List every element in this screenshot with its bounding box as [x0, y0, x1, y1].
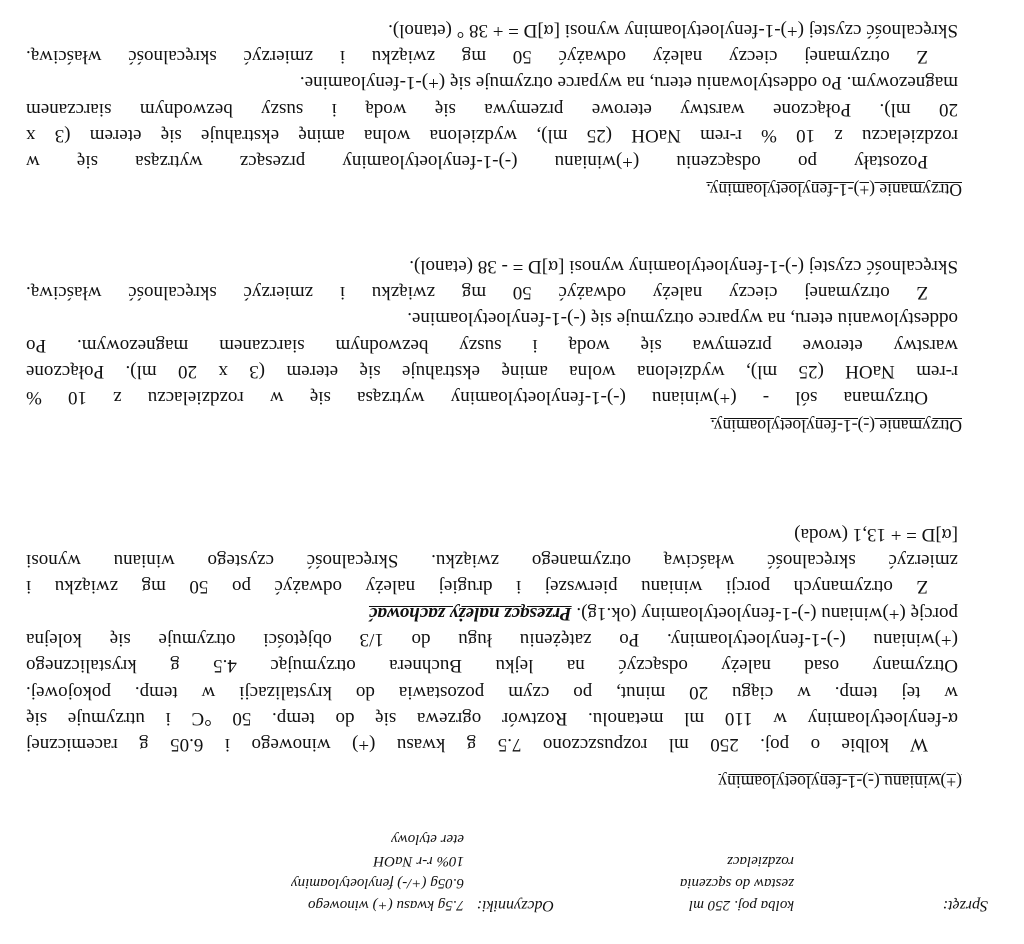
section3-title: Otrzymanie (+)-1-fenyloetyloaminy. [706, 180, 962, 200]
text-line: magnezowym. Po oddestylowaniu eteru, na wyparce otrzymuje się (+)-1-fenyloamine. [299, 72, 958, 94]
section1-title: (+)winianu (-)-1-fenyloetyloaminy [718, 772, 962, 792]
reagents-list [291, 828, 464, 916]
text-line: Skręcalność czystej (+)-1-fenyloetyloaminy wynosi [α]D = + 38 ° (etanol). [388, 19, 958, 41]
text-line: r-rem NaOH (25 ml), wydzielona wolna aminę ekstrahuje się eterem (3 x 20 ml). Połączone [26, 360, 958, 382]
text-line: Skręcalność czystej (-)-1-fenyloetyloaminy wynosi [α]D = - 38 (etanol). [409, 255, 958, 277]
reagent-item: eter etylowy [391, 831, 464, 847]
reagents-label-block [477, 894, 554, 916]
reagent-item: 6.05g (+/-) fenyloetyloaminy [291, 875, 464, 891]
emphasis-note: Przesącz należy zachować [368, 602, 572, 624]
text-line: (+)winianu (-)-1-fenyloetyloaminy. Po zatężeniu ługu do 1/3 objętości otrzymuje się kolejna [26, 629, 958, 651]
section2-paragraph1 [26, 305, 958, 410]
section2-paragraph2 [26, 253, 958, 305]
text-line: 20 ml). Połączone warstwy eterowe przemywa się wodą i suszy bezwodnym siarczanem [26, 98, 958, 120]
equipment-item: rozdzielacz [727, 853, 794, 869]
text-line: zmierzyć skręcalność właściwą otrzymanego związku. Skręcalność czystego winianu wynosi [26, 549, 958, 571]
equipment-list [680, 850, 794, 916]
text-line: Pozostały po odsączeniu (+)winianu (-)-1-fenyloetyloaminy przesącz wytrząsa się w [26, 151, 928, 172]
text-line: Z otrzymanej cieczy należy odważyć 50 mg związku i zmierzyć skręcalność właściwą. [26, 282, 928, 303]
text-line: warstwy eterowe przemywa się wodą i suszy bezwodnym siarczanem magnezowym. Po [26, 334, 958, 356]
text-line: w tej temp. w ciągu 20 minut, po czym pozostawia do krystalizacji w temp. pokojowej. [26, 681, 958, 703]
equipment-item: kolba poj. 250 ml [689, 897, 794, 913]
section3-paragraph1 [26, 69, 958, 174]
text-line: oddestylowaniu eteru, na wyparce otrzymuje się (-)-1-fenyloetyloamine. [407, 308, 958, 330]
reagent-item: 7.5g kwasu (+) winowego [308, 897, 464, 913]
section1-paragraph2 [26, 520, 958, 599]
text-line: rozdzielaczu z 10 % r-rem NaOH (25 ml), wydzielona wolna aminę ekstrahuje się eterem (3 x [26, 124, 958, 146]
text-line: Z otrzymanej cieczy należy odważyć 50 mg związku i zmierzyć skręcalność właściwą. [26, 46, 928, 67]
text-line [26, 600, 958, 626]
reagent-item: 10% r-r NaOH [373, 853, 464, 869]
rotation-value: [α]D = + 13,1 (woda) [794, 523, 958, 545]
text-line: Z otrzymanych porcji winianu pierwszej i drugiej należy odważyć po 50 mg związku i [26, 576, 928, 597]
text-line: W kolbie o poj. 250 ml rozpuszczono 7.5 g kwasu (+) winowego i 6.05 g racemicznej [26, 734, 928, 755]
equipment-item: zestaw do sączenia [679, 875, 794, 891]
equipment-block [943, 894, 988, 916]
section1-paragraph1 [26, 600, 958, 757]
text-line-start: porcję (+)winianu (-)-1-fenyloetyloaminy (ok.1g). [576, 602, 958, 624]
reagents-label: Odczynniki: [476, 897, 554, 914]
text-line: α-fenyloetyloaminy w 110 ml metanolu. Roztwór ogrzewa się do temp. 50 °C i utrzymuje się [26, 707, 958, 729]
text-line: Otrzymana sól - (+)winianu (-)-1-fenyloetyloaminy wytrząsa się w rozdzielaczu z 10 % [26, 387, 928, 408]
text-line: Otrzymany osad należy odsączyć na lejku Buchnera otrzymując 4.5 g krystalicznego [26, 655, 958, 677]
equipment-label: Sprzęt: [942, 897, 988, 914]
section3-paragraph2 [26, 17, 958, 69]
section2-title: Otrzymanie (-)-1-fenyloetyloaminy. [710, 416, 962, 436]
